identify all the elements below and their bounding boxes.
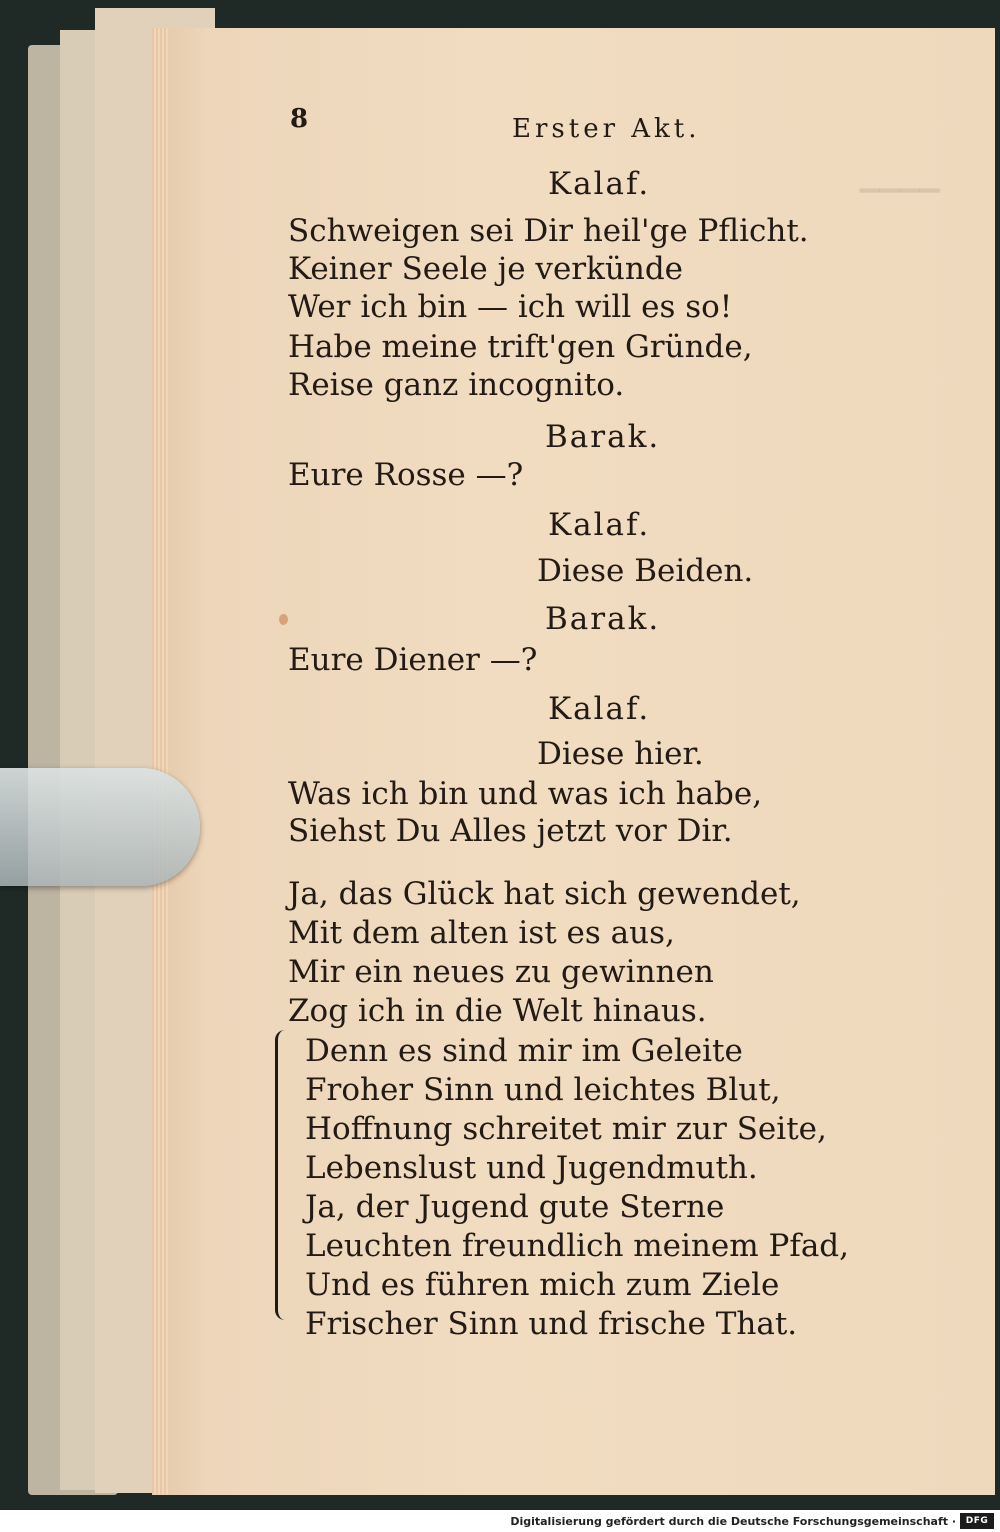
- verse-line: Keiner Seele je verkünde: [288, 251, 684, 287]
- verse-line: Wer ich bin — ich will es so!: [288, 289, 733, 325]
- funding-credit: Digitalisierung gefördert durch die Deutsche Forschungsgemeinschaft ·: [510, 1515, 956, 1528]
- speaker-name: Kalaf.: [548, 691, 651, 727]
- verse-line: Diese Beiden.: [537, 553, 754, 589]
- verse-line: Was ich bin und was ich habe,: [288, 776, 763, 812]
- verse-line: Ja, der Jugend gute Sterne: [305, 1189, 725, 1225]
- speaker-name: Kalaf.: [548, 507, 651, 543]
- speaker-name: Kalaf.: [548, 166, 651, 202]
- verse-line: Leuchten freundlich meinem Pfad,: [305, 1228, 849, 1264]
- dfg-logo: DFG: [960, 1513, 994, 1529]
- speaker-name: Barak.: [545, 601, 661, 637]
- verse-line: Zog ich in die Welt hinaus.: [288, 993, 707, 1029]
- verse-bracket: [275, 1030, 288, 1320]
- verse-line: Hoffnung schreitet mir zur Seite,: [305, 1111, 827, 1147]
- verse-line: Eure Rosse —?: [288, 457, 524, 493]
- verse-line: Und es führen mich zum Ziele: [305, 1267, 780, 1303]
- verse-line: Denn es sind mir im Geleite: [305, 1033, 743, 1069]
- verse-line: Siehst Du Alles jetzt vor Dir.: [288, 813, 733, 849]
- verse-line: Ja, das Glück hat sich gewendet,: [288, 876, 801, 912]
- glass-page-clamp: [0, 768, 200, 886]
- speaker-name: Barak.: [545, 419, 661, 455]
- verse-line: Froher Sinn und leichtes Blut,: [305, 1072, 781, 1108]
- verse-line: Frischer Sinn und frische That.: [305, 1306, 798, 1342]
- running-head: Erster Akt.: [512, 114, 701, 144]
- verse-line: Schweigen sei Dir heil'ge Pflicht.: [288, 213, 809, 249]
- paper-stain: [279, 614, 288, 625]
- verse-line: Mit dem alten ist es aus,: [288, 915, 675, 951]
- verse-line: Habe meine trift'gen Gründe,: [288, 329, 753, 365]
- page-number: 8: [290, 104, 309, 134]
- verse-line: Mir ein neues zu gewinnen: [288, 954, 714, 990]
- verse-line: Eure Diener —?: [288, 642, 538, 678]
- verse-line: Lebenslust und Jugendmuth.: [305, 1150, 758, 1186]
- verse-line: Reise ganz incognito.: [288, 367, 625, 403]
- bleed-through-mark: ▔▔▔▔: [860, 190, 940, 220]
- verse-line: Diese hier.: [537, 736, 704, 772]
